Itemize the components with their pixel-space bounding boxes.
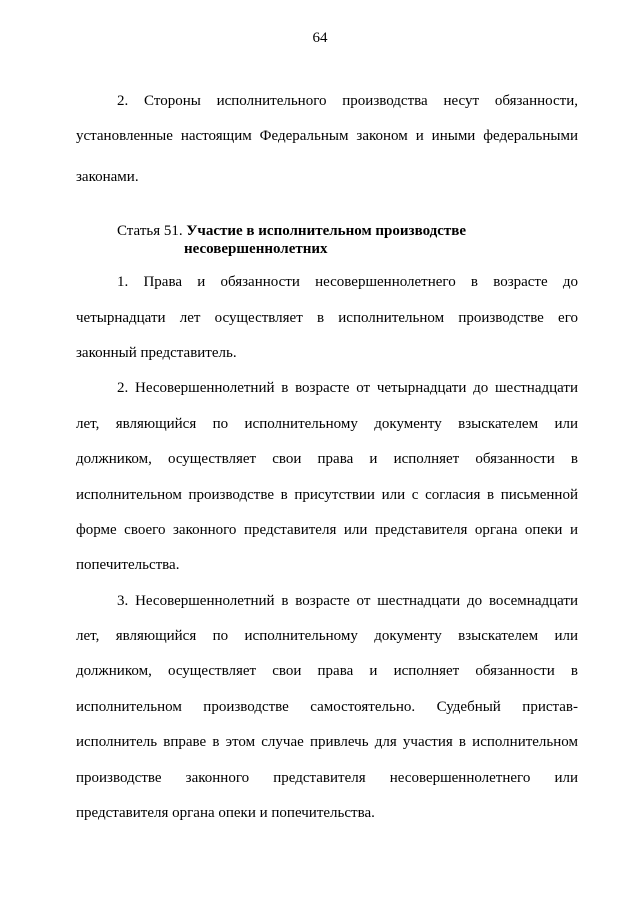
paragraph-line: форме своего законного представителя или представителя органа опеки и (76, 522, 578, 538)
paragraph-line: 1. Права и обязанности несовершеннолетнего в возрасте до (117, 274, 578, 290)
article-heading (117, 222, 577, 257)
paragraph-line: 3. Несовершеннолетний в возрасте от шестнадцати до восемнадцати (117, 593, 578, 609)
paragraph-line: 2. Стороны исполнительного производства несут обязанности, (117, 93, 578, 109)
paragraph-line: должником, осуществляет свои права и исполняет обязанности в (76, 663, 578, 679)
paragraph-line: установленные настоящим Федеральным законом и иными федеральными (76, 128, 578, 144)
article-number: Статья 51. (117, 223, 183, 239)
paragraph-line: попечительства. (76, 557, 180, 573)
paragraph-line: законами. (76, 169, 139, 185)
paragraph-line: лет, являющийся по исполнительному документу взыскателем или (76, 416, 578, 432)
paragraph-line: представителя органа опеки и попечительства. (76, 805, 375, 821)
paragraph-line: лет, являющийся по исполнительному документу взыскателем или (76, 628, 578, 644)
article-title: Участие в исполнительном производстве (186, 223, 467, 239)
paragraph-line: четырнадцати лет осуществляет в исполнительном производстве его (76, 310, 578, 326)
paragraph-line: должником, осуществляет свои права и исполняет обязанности в (76, 451, 578, 467)
paragraph-line: исполнительном производстве в присутствии или с согласия в письменной (76, 487, 578, 503)
paragraph-line: 2. Несовершеннолетний в возрасте от четырнадцати до шестнадцати (117, 380, 578, 396)
paragraph-line: исполнительном производстве самостоятельно. Судебный пристав- (76, 699, 578, 715)
paragraph-line: производстве законного представителя несовершеннолетнего или (76, 770, 578, 786)
article-title-continued: несовершеннолетних (184, 241, 328, 257)
page-number: 64 (312, 30, 328, 46)
paragraph-line: законный представитель. (76, 345, 237, 361)
paragraph-line: исполнитель вправе в этом случае привлечь для участия в исполнительном (76, 734, 578, 750)
